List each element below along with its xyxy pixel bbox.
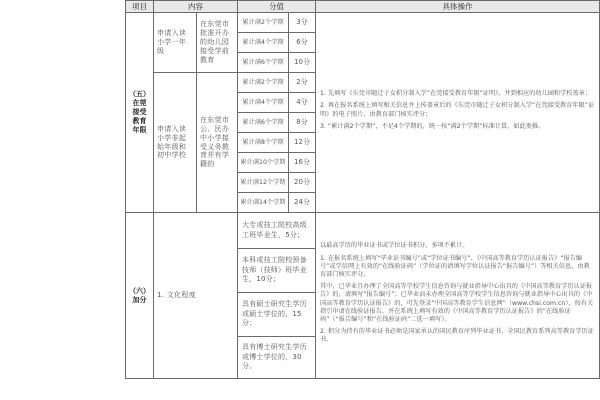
duration-cell: 累计满2个学期 (238, 13, 289, 33)
duration-cell: 累计满14个学期 (238, 193, 289, 213)
section5-sub2-condition: 在东莞市公、民办中小学接受义务教育并有学籍的 (197, 73, 238, 213)
points-cell: 4分 (289, 93, 316, 113)
header-content: 内容 (154, 1, 238, 13)
points-table (125, 0, 600, 379)
section5-sub2-label: 申请入读小学非起始年级和初中学校 (154, 73, 197, 213)
points-cell: 20分 (289, 173, 316, 193)
table-row (126, 13, 600, 33)
header-item: 项目 (126, 1, 154, 13)
section6-title: （六） 加分 (126, 213, 154, 379)
points-cell: 8分 (289, 113, 316, 133)
duration-cell: 累计满4个学期 (238, 93, 289, 113)
section5-sub1-label: 申请入读小学一年级 (154, 13, 197, 73)
edu-cell: 大专或技工院校高级工班毕业生，5分； (238, 213, 316, 249)
points-cell: 3分 (289, 13, 316, 33)
header-row (126, 1, 600, 13)
points-cell: 12分 (289, 133, 316, 153)
section5-title: （五） 在莞 接受 教育 年限 (126, 13, 154, 213)
section5-operation: 1. 先填写《东莞市随迁子女积分制入学“在莞接受教育年限”证明》，并到相应的幼儿园和学校盖章； 2. 再在报名系统上填写相关信息并上传盖章后的《东莞市随迁子女积分制入学“在莞接受教育年限”证明》的电子照片，由教育部门核实评分； 3. “累计满2个学期”，不足4个学期的，统一按“满2个学期”标准计算，如此类推。 (316, 13, 600, 213)
duration-cell: 累计满6个学期 (238, 53, 289, 73)
edu-cell: 具有硕士研究生学历或硕士学位的，15分； (238, 293, 316, 337)
duration-cell: 累计满10个学期 (238, 153, 289, 173)
duration-cell: 累计满4个学期 (238, 33, 289, 53)
points-cell: 10分 (289, 53, 316, 73)
points-cell: 6分 (289, 33, 316, 53)
section5-sub1-condition: 在东莞市批准开办的幼儿园接受学前教育 (197, 13, 238, 73)
duration-cell: 累计满2个学期 (238, 73, 289, 93)
section6-operation: 以最高学历的毕业证书或学位证书积分，多项不累计。 1. 在报名系统上填写“毕业证书编号”或“学位证书编号”、《中国高等教育学历认证报告》“报告编号”或学信网上有效的“在线验证码”（学位证的请填写学位认证报告“报告编号”）等相关信息，由教育部门核实评分。 其中，已毕业且办理了全国高等学校学生信息咨询与就业指导中心出具的《中国高等教育学历认证报告》的，请填写“报告编号”；已毕业而未办理全国高等学校学生信息咨询与就业指导中心出具的《中国高等教育学历认证报告》的，可先登录“中国高等教育学生信息网”（www.chsi.com.cn），按有关指引申请在线验证报告，并在系统上填写有效的《中国高等教育学历认证报告》的“在线验证码”（“报告编号”和“在线验证码”二选一填写）。 2. 积分为持有的毕业证书必须是国家承认的国民教育序列毕业证书，全国民教育系列高等教育学历证书。 (316, 213, 600, 379)
duration-cell: 累计满8个学期 (238, 133, 289, 153)
points-cell: 24分 (289, 193, 316, 213)
table-row (126, 213, 600, 249)
section6-item: 1. 文化程度 (154, 213, 238, 379)
points-cell: 2分 (289, 73, 316, 93)
duration-cell: 累计满12个学期 (238, 173, 289, 193)
duration-cell: 累计满6个学期 (238, 113, 289, 133)
points-cell: 16分 (289, 153, 316, 173)
edu-cell: 具有博士研究生学历或博士学位的，30分。 (238, 337, 316, 379)
header-points: 分值 (238, 1, 316, 13)
edu-cell: 本科或技工院校预备技师（技师）班毕业生，10分； (238, 249, 316, 293)
header-operation: 具体操作 (316, 1, 600, 13)
